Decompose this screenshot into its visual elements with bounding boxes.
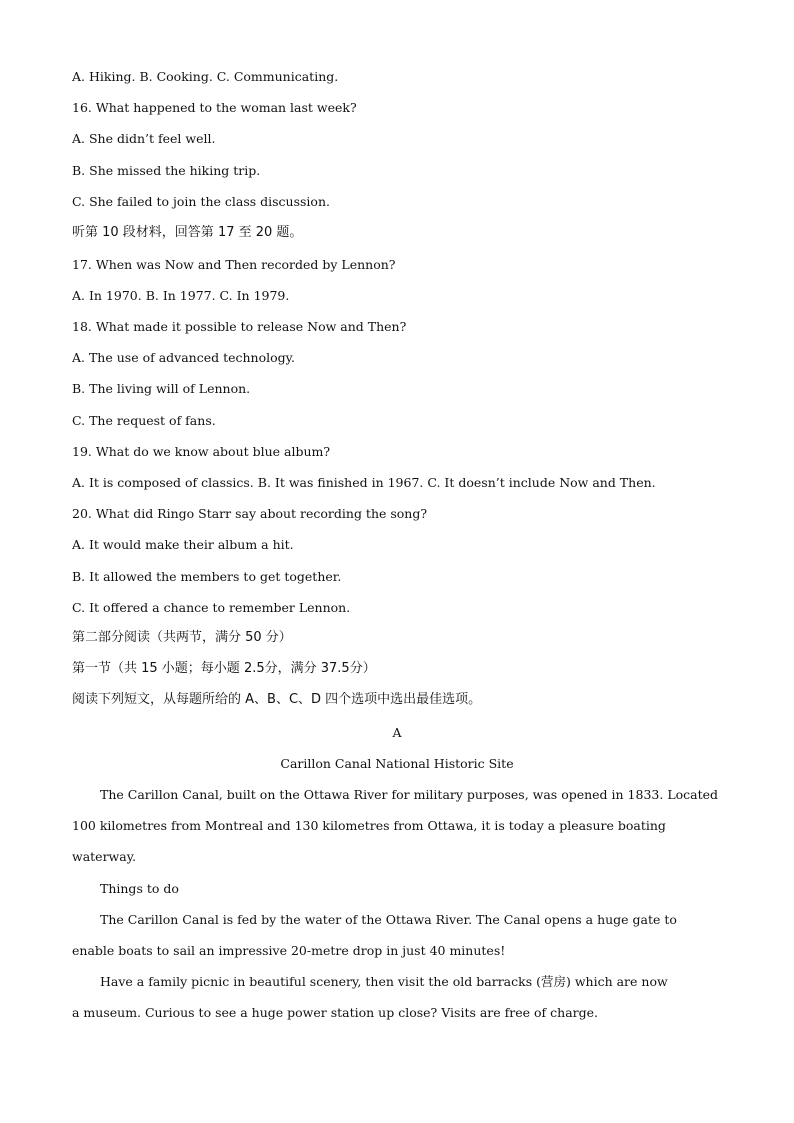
passage-title: Carillon Canal National Historic Site bbox=[280, 756, 514, 771]
q20-option-a: A. It would make their album a hit. bbox=[72, 537, 294, 552]
paragraph-2-line-1: The Carillon Canal is fed by the water of the Ottawa River. The Canal opens a huge gate to bbox=[100, 912, 677, 927]
paragraph-1-line-1: The Carillon Canal, built on the Ottawa River for military purposes, was opened in 1833. Located bbox=[100, 787, 719, 802]
section-10-instruction: 听第 10 段材料，回答第 17 至 20 题。 bbox=[72, 225, 303, 240]
paragraph-3-line-2: a museum. Curious to see a huge power station up close? Visits are free of charge. bbox=[72, 1005, 598, 1020]
q17-options: A. In 1970. B. In 1977. C. In 1979. bbox=[72, 288, 290, 303]
q16-option-a: A. She didn’t feel well. bbox=[72, 131, 216, 146]
q17-question: 17. When was Now and Then recorded by Lennon? bbox=[72, 257, 396, 272]
q16-question: 16. What happened to the woman last week? bbox=[72, 100, 357, 115]
paragraph-2-line-2: enable boats to sail an impressive 20-metre drop in just 40 minutes! bbox=[72, 943, 506, 958]
q18-option-c: C. The request of fans. bbox=[72, 413, 216, 428]
q18-option-a: A. The use of advanced technology. bbox=[72, 350, 296, 365]
paragraph-1-line-3: waterway. bbox=[72, 849, 137, 864]
q16-option-b: B. She missed the hiking trip. bbox=[72, 163, 261, 178]
paragraph-1-line-2: 100 kilometres from Montreal and 130 kilometres from Ottawa, it is today a pleasure boating bbox=[72, 818, 666, 833]
subheading-things-to-do: Things to do bbox=[100, 881, 179, 896]
q19-question: 19. What do we know about blue album? bbox=[72, 444, 331, 459]
q16-option-c: C. She failed to join the class discussion. bbox=[72, 194, 330, 209]
passage-label: A bbox=[392, 725, 402, 740]
reading-instruction: 阅读下列短文，从每题所给的 A、B、C、D 四个选项中选出最佳选项。 bbox=[72, 692, 482, 707]
q18-option-b: B. The living will of Lennon. bbox=[72, 381, 251, 396]
q15-options: A. Hiking. B. Cooking. C. Communicating. bbox=[72, 69, 339, 84]
q20-question: 20. What did Ringo Starr say about recording the song? bbox=[72, 506, 428, 521]
paragraph-3-line-1: Have a family picnic in beautiful scenery, then visit the old barracks (营房) which are now bbox=[100, 974, 668, 989]
section-one-heading: 第一节（共 15 小题；每小题 2.5分，满分 37.5分） bbox=[72, 661, 376, 676]
q20-option-c: C. It offered a chance to remember Lennon. bbox=[72, 600, 351, 615]
part-two-heading: 第二部分阅读（共两节，满分 50 分） bbox=[72, 630, 292, 645]
q18-question: 18. What made it possible to release Now and Then? bbox=[72, 319, 407, 334]
q19-options: A. It is composed of classics. B. It was finished in 1967. C. It doesn’t include Now and Then. bbox=[72, 475, 656, 490]
q20-option-b: B. It allowed the members to get together. bbox=[72, 569, 342, 584]
